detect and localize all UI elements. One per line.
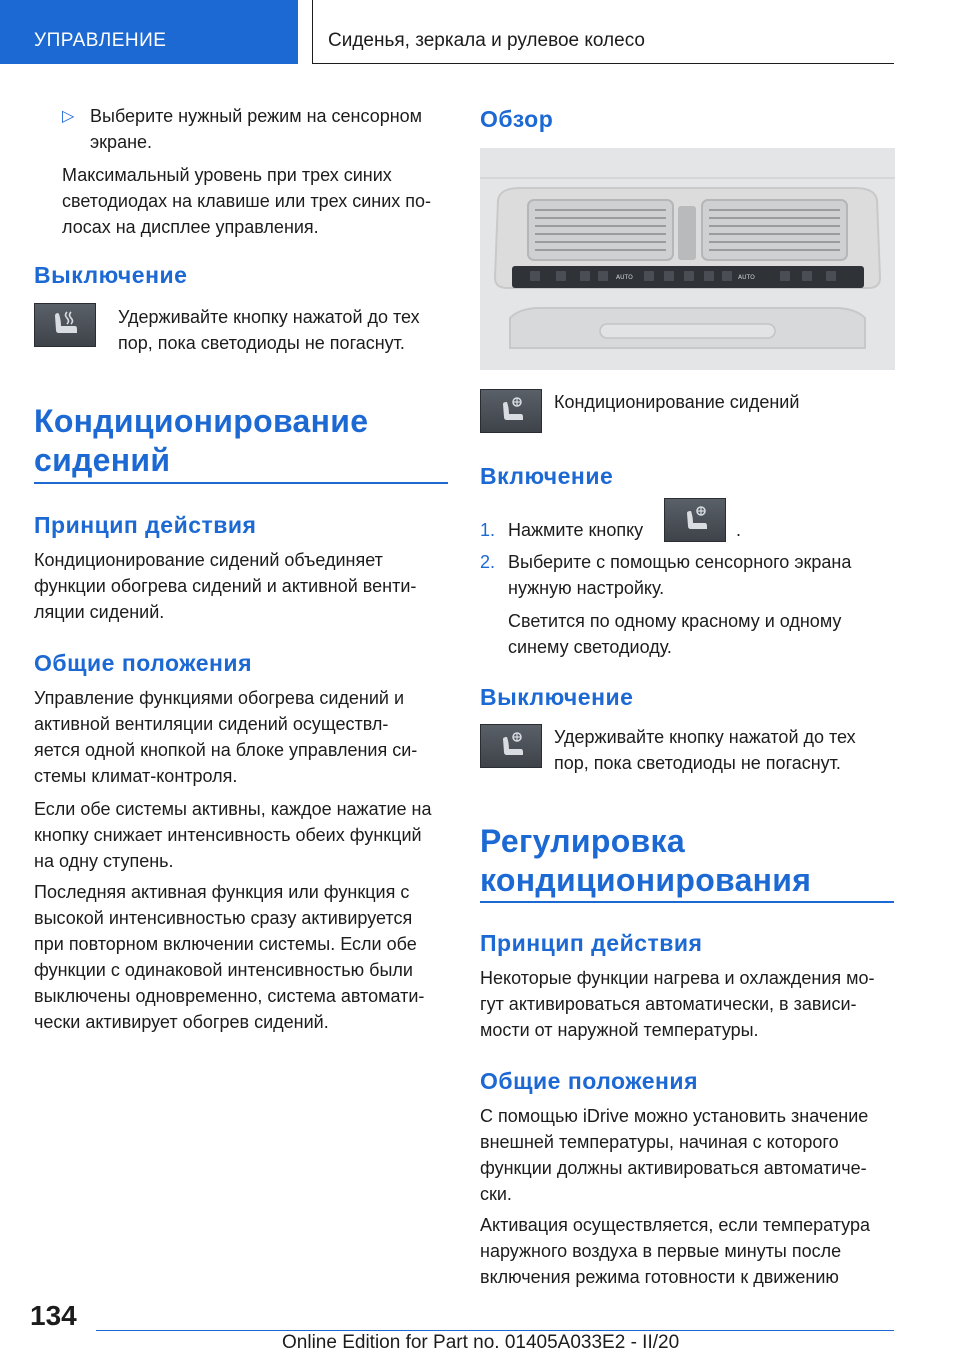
seat-climate-button-icon <box>664 498 726 542</box>
left-column <box>0 0 480 1290</box>
panel-button-label: AUTO <box>616 274 633 281</box>
paragraph-line: функции с одинаковой интенсивностью были <box>34 960 413 980</box>
paragraph-line: Последняя активная функция или функция с <box>34 882 410 902</box>
paragraph-line: функции должны активироваться автоматиче- <box>480 1158 867 1178</box>
main-heading: Кондиционирование <box>34 403 369 439</box>
seat-heat-button-icon <box>34 303 96 347</box>
footer-edition: Online Edition for Part no. 01405A033E2 - II/20 <box>282 1332 680 1353</box>
step-marker-icon: ▷ <box>62 108 75 125</box>
section-heading-on: Включение <box>480 463 614 489</box>
paragraph-line: Управление функциями обогрева сидений и <box>34 688 404 708</box>
page-number: 134 <box>30 1300 77 1331</box>
section-heading-principle: Принцип действия <box>34 512 257 538</box>
paragraph-line: включения режима готовности к движению <box>480 1267 839 1287</box>
header-chapter-label: Сиденья, зеркала и рулевое колесо <box>328 30 645 51</box>
section-heading-off: Выключение <box>34 262 188 288</box>
paragraph-line: светодиодах на клавише или трех синих по- <box>62 191 432 211</box>
paragraph-line: на одну ступень. <box>34 851 174 871</box>
paragraph-line: кнопку снижает интенсивность обеих функций <box>34 825 422 845</box>
legend-text: Кондиционирование сидений <box>554 392 800 412</box>
paragraph-line: Удерживайте кнопку нажатой до тех <box>554 727 856 747</box>
section-heading-principle: Принцип действия <box>480 930 703 956</box>
paragraph-line: активной вентиляции сидений осуществл- <box>34 714 389 734</box>
paragraph-line: гут активироваться автоматически, в зависи- <box>480 994 857 1014</box>
paragraph-line: ски. <box>480 1184 512 1204</box>
paragraph-line: чески активирует обогрев сидений. <box>34 1012 329 1032</box>
paragraph-line: внешней температуры, начиная с которого <box>480 1132 839 1152</box>
step-line: нужную настройку. <box>508 578 665 598</box>
section-heading-general: Общие положения <box>480 1068 698 1094</box>
step-line: Нажмите кнопку <box>508 520 644 540</box>
main-heading: Регулировка <box>480 823 685 859</box>
seat-climate-button-icon <box>480 724 542 768</box>
paragraph-line: при повторном включении системы. Если обе <box>34 934 417 954</box>
main-heading: кондиционирования <box>480 862 812 898</box>
header-section-label: УПРАВЛЕНИЕ <box>34 30 167 51</box>
paragraph-line: Максимальный уровень при трех синих <box>62 165 392 185</box>
paragraph-line: ляции сидений. <box>34 602 165 622</box>
paragraph-line: мости от наружной температуры. <box>480 1020 759 1040</box>
paragraph-line: Кондиционирование сидений объединяет <box>34 550 383 570</box>
step-number: 2. <box>480 552 496 572</box>
main-heading: сидений <box>34 442 171 478</box>
paragraph-line: пор, пока светодиоды не погаснут. <box>554 753 841 773</box>
step-number: 1. <box>480 520 496 540</box>
step-line: Выберите нужный режим на сенсорном <box>90 106 423 126</box>
heading-rule <box>34 482 448 484</box>
seat-climate-button-icon <box>480 389 542 433</box>
footer-rule <box>96 1330 894 1331</box>
paragraph-line: С помощью iDrive можно установить значение <box>480 1106 869 1126</box>
paragraph-line: лосах на дисплее управления. <box>62 217 319 237</box>
paragraph-line: стемы климат-контроля. <box>34 766 238 786</box>
paragraph-line: Некоторые функции нагрева и охлаждения мо- <box>480 968 875 988</box>
paragraph-line: яется одной кнопкой на блоке управления си- <box>34 740 418 760</box>
paragraph-line: функции обогрева сидений и активной венти- <box>34 576 417 596</box>
step-line: экране. <box>90 132 153 152</box>
section-heading-off: Выключение <box>480 684 634 710</box>
step-line: синему светодиоду. <box>508 637 672 657</box>
paragraph-line: высокой интенсивностью сразу активируется <box>34 908 413 928</box>
step-line: Выберите с помощью сенсорного экрана <box>508 552 852 572</box>
climate-panel-photo <box>480 148 895 370</box>
paragraph-line: наружного воздуха в первые минуты после <box>480 1241 842 1261</box>
right-column <box>480 0 960 1290</box>
step-line: . <box>736 520 742 540</box>
section-heading-general: Общие положения <box>34 650 252 676</box>
section-heading-overview: Обзор <box>480 106 554 132</box>
step-line: Светится по одному красному и одному <box>508 611 842 631</box>
paragraph-line: Активация осуществляется, если температура <box>480 1215 870 1235</box>
paragraph-line: выключены одновременно, система автомати- <box>34 986 425 1006</box>
panel-button-label: AUTO <box>738 274 755 281</box>
heading-rule <box>480 901 894 903</box>
paragraph-line: пор, пока светодиоды не погаснут. <box>118 333 405 353</box>
paragraph-line: Если обе системы активны, каждое нажатие на <box>34 799 432 819</box>
paragraph-line: Удерживайте кнопку нажатой до тех <box>118 307 420 327</box>
